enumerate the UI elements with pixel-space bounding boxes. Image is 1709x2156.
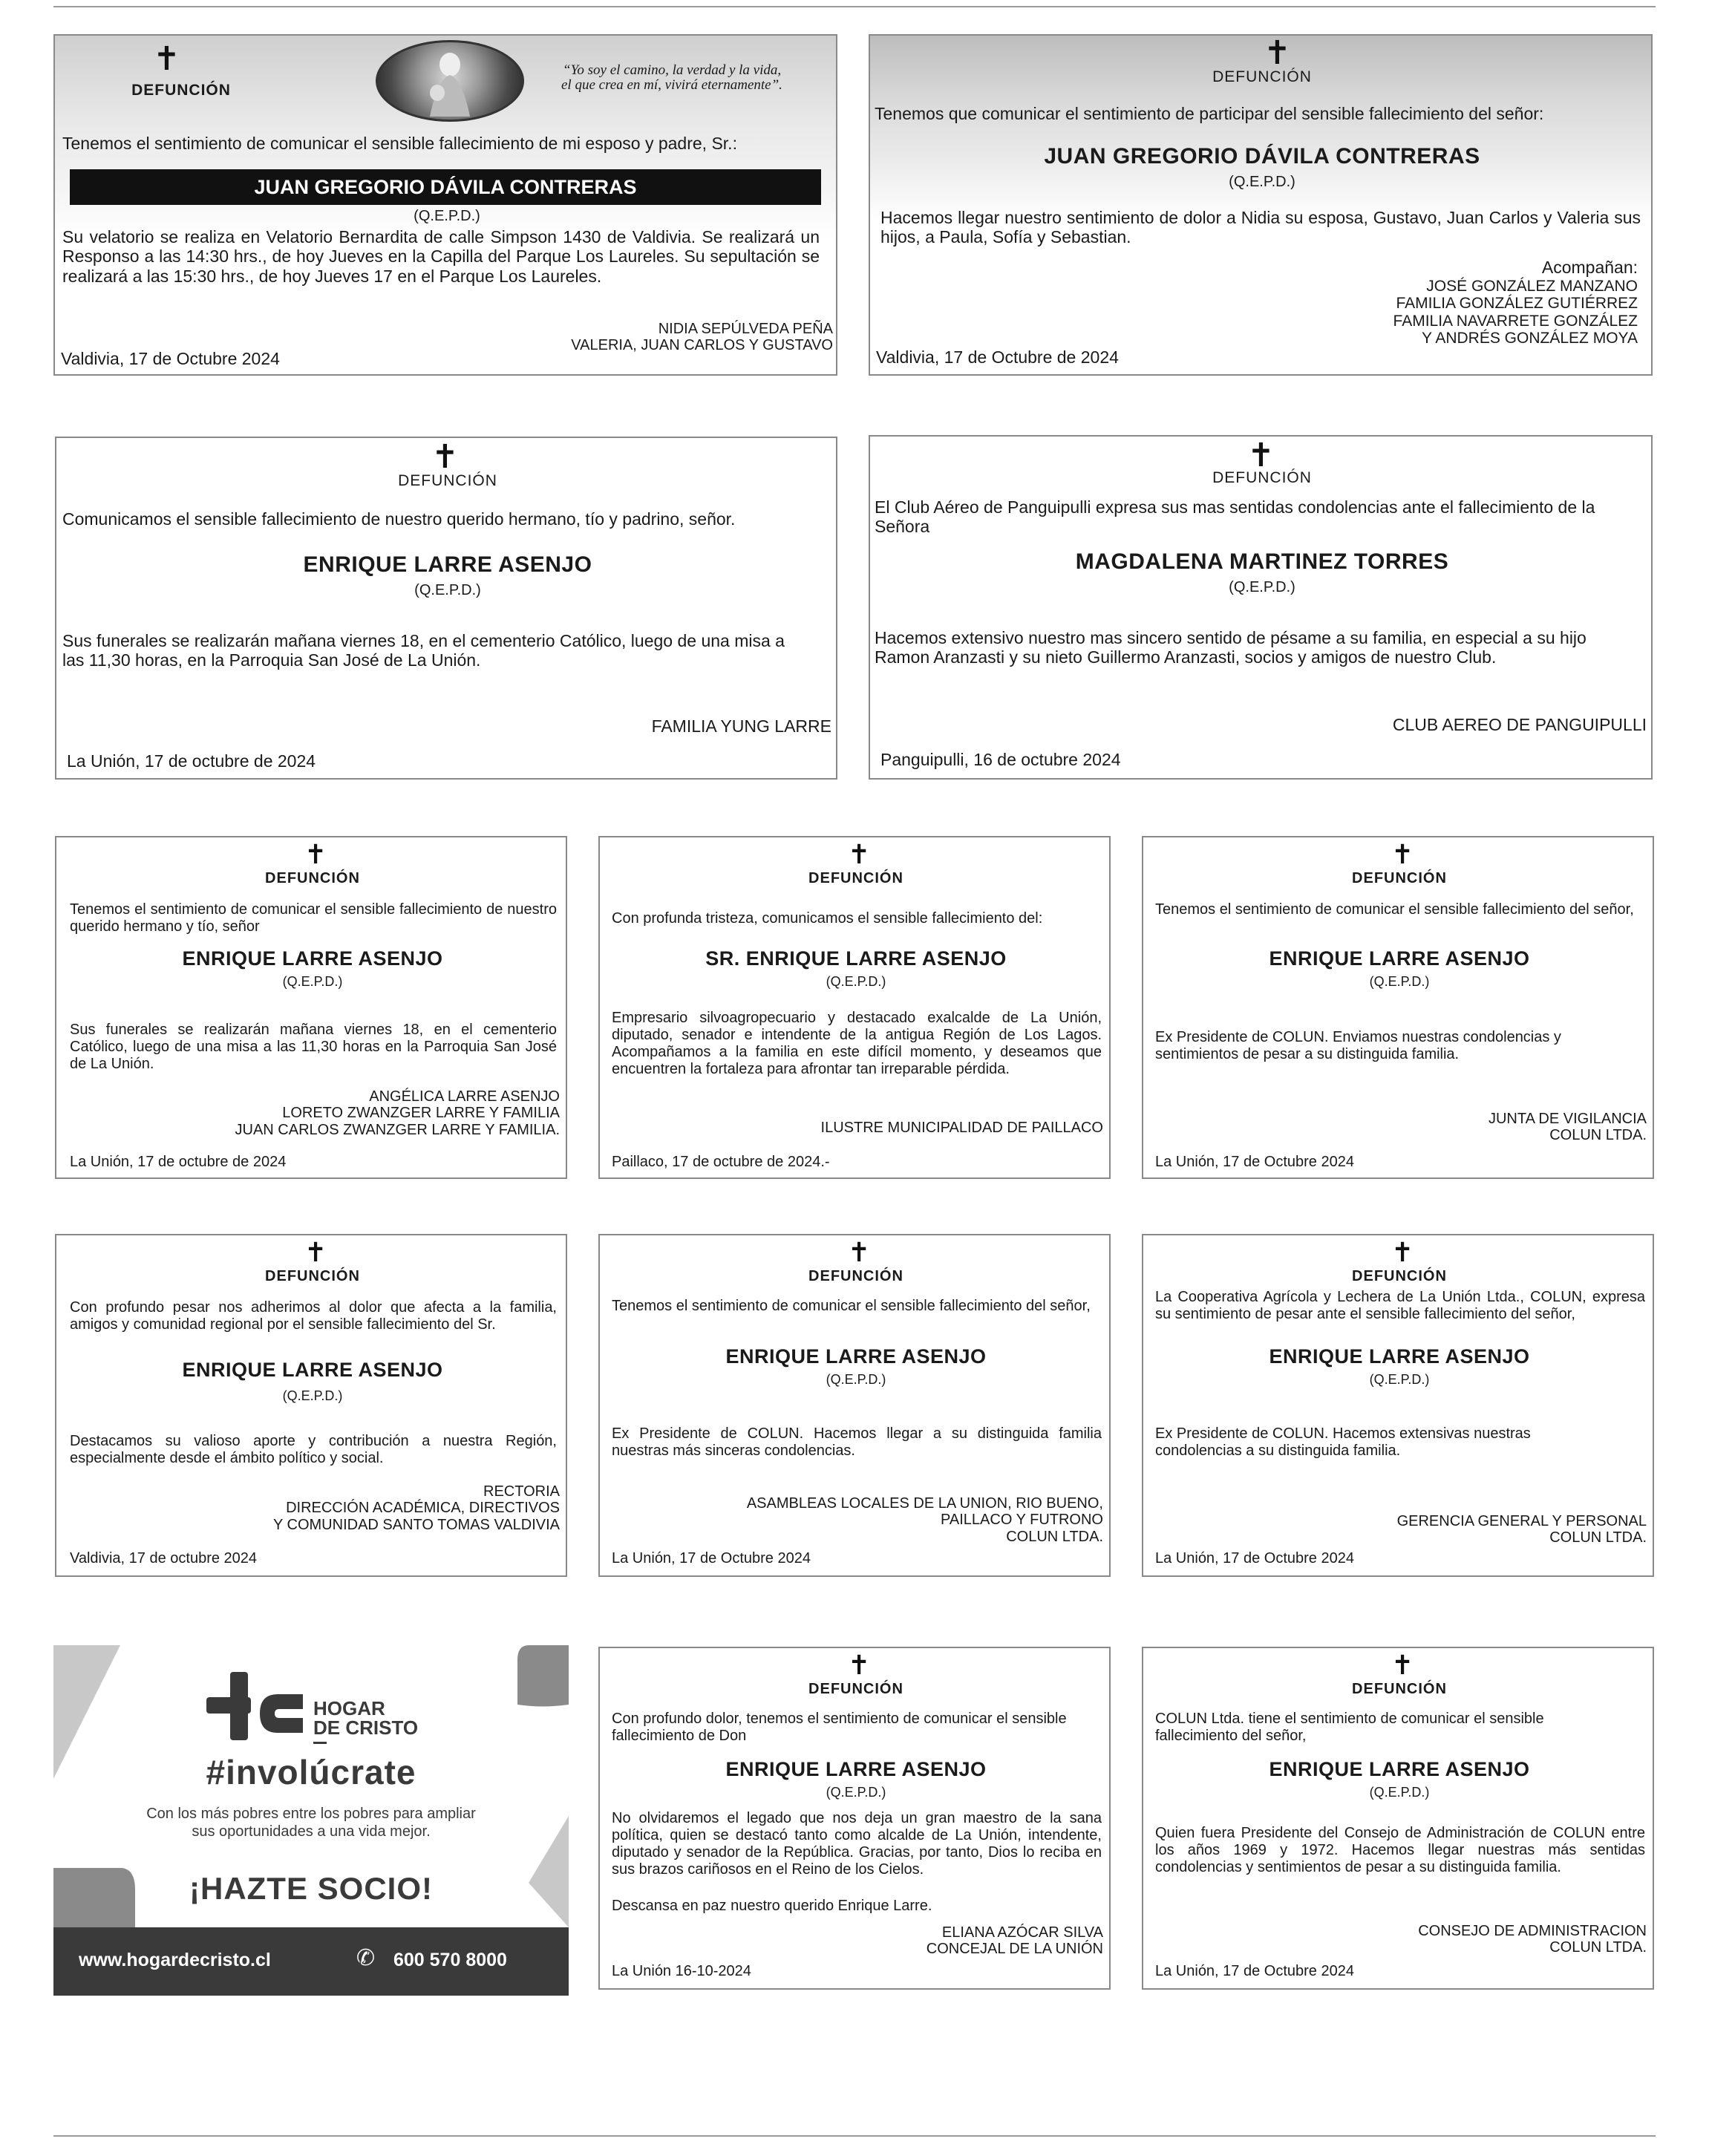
qepd-label: (Q.E.P.D.) — [1229, 579, 1295, 595]
deceased-name: SR. ENRIQUE LARRE ASENJO — [705, 947, 1007, 970]
notice-heading: DEFUNCIÓN — [1212, 68, 1312, 85]
qepd-label: (Q.E.P.D.) — [282, 974, 343, 989]
notice-date: Paillaco, 17 de octubre de 2024.- — [612, 1154, 830, 1170]
deceased-name: MAGDALENA MARTINEZ TORRES — [1075, 549, 1449, 574]
notice-body: Hacemos extensivo nuestro mas sincero sentido de pésame a su familia, en especial a su hijo Ramon Aranzasti y su nieto Guillermo Aranzasti, socios y amigos de nuestro Club. — [875, 628, 1587, 667]
signature-line: FAMILIA NAVARRETE GONZÁLEZ — [1393, 312, 1638, 330]
cross-icon: ✝ — [1391, 840, 1414, 870]
deceased-name: ENRIQUE LARRE ASENJO — [725, 1345, 987, 1368]
deceased-name: ENRIQUE LARRE ASENJO — [1269, 1345, 1530, 1368]
notice-intro: La Cooperativa Agrícola y Lechera de La Unión Ltda., COLUN, expresa su sentimiento de pesar ante el sensible fallecimiento del señor, — [1155, 1289, 1645, 1322]
hogar-de-cristo-ad[interactable] — [53, 1645, 569, 1996]
qepd-label: (Q.E.P.D.) — [1369, 1785, 1430, 1800]
notice-date: Valdivia, 17 de octubre 2024 — [70, 1550, 258, 1567]
notice-body: Quien fuera Presidente del Consejo de Administración de COLUN entre los años 1969 y 1972. Hacemos llegar nuestras más sentidas condolencias y sentimientos de pesar a su distinguida familia. — [1155, 1825, 1645, 1875]
qepd-label: (Q.E.P.D.) — [282, 1388, 343, 1403]
ad-phone-link[interactable]: 600 570 8000 — [393, 1950, 507, 1970]
cross-icon: ✝ — [153, 40, 180, 78]
notice-heading: DEFUNCIÓN — [265, 1268, 360, 1284]
notice-heading: DEFUNCIÓN — [1352, 870, 1447, 886]
notice-date: La Unión, 17 de Octubre 2024 — [612, 1550, 811, 1567]
notice-intro: El Club Aéreo de Panguipulli expresa sus mas sentidas condolencias ante el fallecimiento de la Señora — [875, 497, 1595, 537]
notice-signature — [273, 1483, 560, 1533]
notice-davila-family — [53, 34, 837, 376]
notice-body: Destacamos su valioso aporte y contribución a nuestra Región, especialmente desde el ámbito político y social. — [70, 1433, 557, 1466]
notice-date: La Unión, 17 de Octubre 2024 — [1155, 1963, 1354, 1979]
notice-signature — [571, 321, 833, 354]
notice-santo-tomas — [55, 1234, 567, 1577]
notice-club-aereo — [869, 435, 1653, 780]
signature-line: DIRECCIÓN ACADÉMICA, DIRECTIVOS — [286, 1500, 560, 1517]
qepd-label: (Q.E.P.D.) — [826, 1372, 886, 1387]
deceased-name: ENRIQUE LARRE ASENJO — [725, 1758, 987, 1780]
signature-line: Y COMUNIDAD SANTO TOMAS VALDIVIA — [272, 1516, 560, 1533]
notice-intro: Tenemos el sentimiento de comunicar el sensible fallecimiento del señor, — [612, 1298, 1091, 1314]
notice-heading: DEFUNCIÓN — [265, 870, 360, 886]
notice-junta-vigilancia — [1142, 836, 1654, 1179]
signature-line: LORETO ZWANZGER LARRE Y FAMILIA — [282, 1105, 560, 1122]
notice-signature — [927, 1924, 1103, 1958]
signature-line: ASAMBLEAS LOCALES DE LA UNION, RIO BUENO, — [746, 1495, 1103, 1512]
signature-line: PAILLACO Y FUTRONO — [941, 1512, 1103, 1529]
notice-intro: Tenemos el sentimiento de comunicar el sensible fallecimiento de nuestro querido hermano y tío, señor — [70, 901, 557, 935]
signature-line: Acompañan: — [1541, 258, 1638, 277]
notice-intro: COLUN Ltda. tiene el sentimiento de comunicar el sensible fallecimiento del señor, — [1155, 1711, 1544, 1744]
signature-line: ELIANA AZÓCAR SILVA — [941, 1924, 1103, 1941]
notice-signature — [1393, 258, 1638, 347]
signature-line: CLUB AEREO DE PANGUIPULLI — [1392, 715, 1647, 734]
notice-body: Ex Presidente de COLUN. Hacemos llegar a su distinguida familia nuestras más sinceras condolencias. — [612, 1425, 1102, 1459]
quote-line-1: “Yo soy el camino, la verdad y la vida, — [563, 62, 782, 78]
notice-body: Su velatorio se realiza en Velatorio Bernardita de calle Simpson 1430 de Valdivia. Se realizará un Responso a las 14:30 hrs., de hoy Jueves en la Capilla del Parque Los Laureles. Su sepultación se realizará a las 15:30 hrs., de hoy Jueves 17 en el Parque Los Laureles. — [62, 227, 820, 286]
notice-heading: DEFUNCIÓN — [131, 82, 231, 99]
notice-signature — [652, 717, 831, 736]
signature-line: Y ANDRÉS GONZÁLEZ MOYA — [1422, 330, 1638, 347]
notice-asambleas-locales — [598, 1234, 1111, 1577]
signature-line: COLUN LTDA. — [1549, 1529, 1647, 1546]
ad-brand-line-1: HOGAR — [313, 1697, 385, 1719]
virgin-image-icon — [376, 40, 524, 122]
notice-date: La Unión, 17 de octubre de 2024 — [70, 1154, 287, 1170]
notice-gerencia-general — [1142, 1234, 1654, 1577]
signature-line: COLUN LTDA. — [1549, 1127, 1647, 1144]
notice-date: La Unión, 17 de Octubre 2024 — [1155, 1550, 1354, 1567]
signature-line: VALERIA, JUAN CARLOS Y GUSTAVO — [571, 337, 833, 354]
signature-line: JOSÉ GONZÁLEZ MANZANO — [1426, 277, 1638, 295]
cross-icon: ✝ — [431, 438, 459, 476]
notice-date: Valdivia, 17 de Octubre de 2024 — [876, 347, 1119, 367]
signature-line: NIDIA SEPÚLVEDA PEÑA — [658, 321, 833, 337]
notice-intro: Tenemos que comunicar el sentimiento de participar del sensible fallecimiento del señor: — [875, 104, 1544, 123]
notice-eliana-azocar — [598, 1647, 1111, 1990]
cross-icon: ✝ — [848, 1650, 871, 1681]
notice-intro: Comunicamos el sensible fallecimiento de nuestro querido hermano, tío y padrino, señor. — [62, 509, 736, 529]
qepd-label: (Q.E.P.D.) — [826, 1785, 886, 1800]
cross-icon: ✝ — [1264, 34, 1291, 72]
qepd-label: (Q.E.P.D.) — [826, 974, 886, 989]
notice-intro: Con profunda tristeza, comunicamos el sensible fallecimiento del: — [612, 910, 1043, 927]
notice-signature — [747, 1495, 1103, 1545]
notice-heading: DEFUNCIÓN — [1212, 469, 1312, 486]
notice-body: No olvidaremos el legado que nos deja un gran maestro de la sana política, quien se destacó tanto como alcalde de La Unión, intendente, diputado y senador de la República. Gracias, por tanto, Dios lo reciba en sus brazos cariñosos en el Reino de los Cielos. — [612, 1810, 1102, 1878]
signature-line: ILUSTRE MUNICIPALIDAD DE PAILLACO — [820, 1120, 1103, 1136]
notice-heading: DEFUNCIÓN — [808, 1268, 903, 1284]
cross-icon: ✝ — [304, 840, 327, 870]
deceased-name-bar: JUAN GREGORIO DÁVILA CONTRERAS — [70, 169, 821, 205]
notice-body: Ex Presidente de COLUN. Hacemos extensivas nuestras condolencias a su distinguida familia. — [1155, 1425, 1531, 1459]
ad-brand-underline — [313, 1742, 327, 1744]
signature-line: JUNTA DE VIGILANCIA — [1488, 1111, 1647, 1127]
cross-icon: ✝ — [848, 1238, 871, 1268]
notice-larre-family — [55, 836, 567, 1179]
notice-intro: Tenemos el sentimiento de comunicar el sensible fallecimiento de mi esposo y padre, Sr.: — [62, 134, 737, 153]
ad-hashtag: #involúcrate — [206, 1753, 416, 1791]
notice-body: Sus funerales se realizarán mañana viernes 18, en el cementerio Católico, luego de una misa a las 11,30 horas, en la Parroquia San José de La Unión. — [62, 631, 785, 670]
notice-davila-gonzalez — [869, 34, 1653, 376]
ad-tagline-2: sus oportunidades a una vida mejor. — [192, 1823, 431, 1840]
quote-line-2: el que crea en mí, vivirá eternamente”. — [561, 77, 782, 93]
notice-signature — [1489, 1111, 1647, 1144]
notice-heading: DEFUNCIÓN — [1352, 1268, 1447, 1284]
notice-date: La Unión, 17 de octubre de 2024 — [67, 751, 316, 771]
virgin-figure-icon — [378, 42, 522, 120]
notice-heading: DEFUNCIÓN — [808, 870, 903, 886]
hogar-de-cristo-logo-icon — [206, 1672, 304, 1740]
cross-icon: ✝ — [1247, 437, 1275, 474]
qepd-label: (Q.E.P.D.) — [1369, 1372, 1430, 1387]
notice-signature — [821, 1120, 1103, 1136]
notice-date: Valdivia, 17 de Octubre 2024 — [61, 349, 280, 368]
notice-date: Panguipulli, 16 de octubre 2024 — [880, 750, 1121, 769]
signature-line: CONCEJAL DE LA UNIÓN — [926, 1941, 1103, 1958]
notice-consejo-administracion — [1142, 1647, 1654, 1990]
qepd-label: (Q.E.P.D.) — [414, 208, 480, 224]
notice-signature — [1418, 1923, 1647, 1956]
notice-signature — [1393, 716, 1647, 735]
top-rule — [53, 6, 1656, 7]
notice-farewell: Descansa en paz nuestro querido Enrique Larre. — [612, 1898, 932, 1914]
signature-line: ANGÉLICA LARRE ASENJO — [369, 1088, 560, 1105]
signature-line: RECTORIA — [483, 1483, 560, 1500]
deceased-name: ENRIQUE LARRE ASENJO — [182, 947, 443, 970]
qepd-label: (Q.E.P.D.) — [1369, 974, 1430, 989]
cross-icon: ✝ — [1391, 1650, 1414, 1681]
notice-heading: DEFUNCIÓN — [398, 472, 497, 489]
notice-intro: Tenemos el sentimiento de comunicar el sensible fallecimiento del señor, — [1155, 901, 1634, 918]
qepd-label: (Q.E.P.D.) — [1229, 174, 1295, 190]
ad-brand-line-2: DE CRISTO — [313, 1716, 419, 1739]
notice-yung-larre — [55, 437, 837, 780]
signature-line: COLUN LTDA. — [1006, 1528, 1103, 1545]
notice-body: Ex Presidente de COLUN. Enviamos nuestras condolencias y sentimientos de pesar a su distinguida familia. — [1155, 1029, 1561, 1062]
notice-body: Hacemos llegar nuestro sentimiento de dolor a Nidia su esposa, Gustavo, Juan Carlos y Valeria sus hijos, a Paula, Sofía y Sebastian. — [880, 208, 1641, 247]
notice-date: La Unión, 17 de Octubre 2024 — [1155, 1154, 1354, 1170]
signature-line: JUAN CARLOS ZWANZGER LARRE Y FAMILIA. — [235, 1121, 560, 1138]
cross-icon: ✝ — [848, 840, 871, 870]
signature-line: FAMILIA YUNG LARRE — [651, 716, 831, 736]
notice-heading: DEFUNCIÓN — [1352, 1681, 1447, 1697]
qepd-label: (Q.E.P.D.) — [414, 582, 481, 598]
signature-line: COLUN LTDA. — [1549, 1939, 1647, 1956]
phone-icon: ✆ — [356, 1945, 376, 1971]
notice-signature — [235, 1088, 561, 1138]
ad-tagline-1: Con los más pobres entre los pobres para ampliar — [146, 1806, 476, 1822]
cross-icon: ✝ — [1391, 1238, 1414, 1268]
bottom-rule — [53, 2135, 1656, 2137]
notice-body: Empresario silvoagropecuario y destacado exalcalde de La Unión, diputado, senador e intendente de la antigua Región de Los Lagos. Acompañamos a la familia en este difícil momento, y deseamos que encuentren la fortaleza para afrontar tan irreparable pérdida. — [612, 1010, 1102, 1077]
notice-date: La Unión 16-10-2024 — [612, 1963, 751, 1979]
deceased-name: ENRIQUE LARRE ASENJO — [1269, 947, 1530, 970]
deceased-name: JUAN GREGORIO DÁVILA CONTRERAS — [1044, 144, 1480, 169]
ad-cta-button[interactable]: ¡HAZTE SOCIO! — [189, 1871, 433, 1906]
notice-intro: Con profundo dolor, tenemos el sentimiento de comunicar el sensible fallecimiento de Don — [612, 1711, 1067, 1744]
notice-heading: DEFUNCIÓN — [808, 1681, 903, 1697]
notice-body: Sus funerales se realizarán mañana viernes 18, en el cementerio Católico, luego de una misa a las 11,30 horas en la Parroquia San José de La Unión. — [70, 1022, 557, 1072]
notice-paillaco — [598, 836, 1111, 1179]
signature-line: GERENCIA GENERAL Y PERSONAL — [1396, 1513, 1647, 1529]
cross-icon: ✝ — [304, 1238, 327, 1268]
signature-line: FAMILIA GONZÁLEZ GUTIÉRREZ — [1396, 295, 1638, 313]
deceased-name: ENRIQUE LARRE ASENJO — [182, 1359, 443, 1381]
signature-line: CONSEJO DE ADMINISTRACION — [1418, 1923, 1647, 1939]
notice-intro: Con profundo pesar nos adherimos al dolor que afecta a la familia, amigos y comunidad regional por el sensible fallecimiento del Sr. — [70, 1299, 557, 1333]
deceased-name: ENRIQUE LARRE ASENJO — [303, 552, 592, 577]
ad-website-link[interactable]: www.hogardecristo.cl — [79, 1950, 271, 1970]
notice-signature — [1397, 1513, 1647, 1546]
deceased-name: ENRIQUE LARRE ASENJO — [1269, 1758, 1530, 1780]
